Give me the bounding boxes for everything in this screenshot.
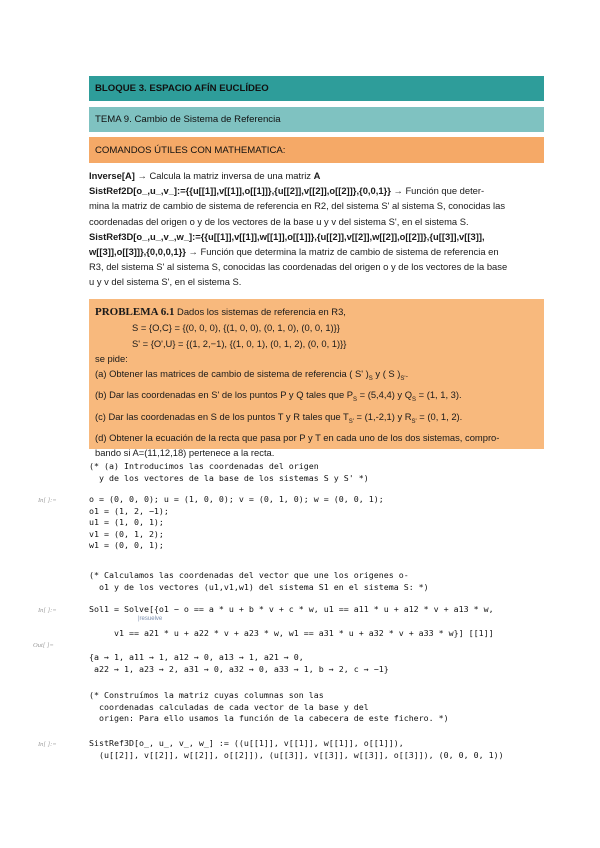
input-cell-label: In[ ]:= [38, 497, 57, 504]
sistref3d-description: R3, del sistema S' al sistema S, conocidas las coordenadas del origen o y de los vectores de la base [89, 261, 508, 273]
input-cell-label: In[ ]:= [38, 741, 57, 748]
sistref2d-description: mina la matriz de cambio de sistema de referencia en R2, del sistema S' al sistema S, conocidas las [89, 200, 506, 212]
problem-intro: Dados los sistemas de referencia en R3, [174, 306, 346, 317]
output-cell: {a → 1, a11 → 1, a12 → 0, a13 → 1, a21 → 0, a22 → 1, a23 → 2, a31 → 0, a32 → 0, a33 → 1, b → 2, c → −1} [89, 652, 389, 674]
sistref2d-command-line: SistRef2D[o_,u_,v_]:={{u[[1]],v[[1]],o[[1]]},{u[[2]],v[[2]],o[[2]]},{0,0,1}} → Función que deter- [89, 185, 485, 197]
input-cell[interactable]: SistRef3D[o_, u_, v_, w_] := ((u[[1]], v[[1]], w[[1]], o[[1]]), (u[[2]], v[[2]], w[[2]], o[[2]]), (u[[3]], v[[3]], w[[3]], o[[3]]), (0, 0, 0, 1)) [89, 738, 504, 760]
block-title: BLOQUE 3. ESPACIO AFÍN EUCLÍDEO [95, 83, 269, 94]
input-cell-label: In[ ]:= [38, 607, 57, 614]
question-a: (a) Obtener las matrices de cambio de sistema de referencia ( S' )$_S$ y ( S )$_{S'}$. [95, 368, 409, 383]
topic-title-bar [89, 107, 544, 132]
question-d: (d) Obtener la ecuación de la recta que pasa por P y T en cada uno de los dos sistemas, compro- [95, 431, 500, 443]
se-pide: se pide: [95, 352, 128, 364]
problem-box [89, 299, 544, 458]
sistref3d-command-line [89, 229, 544, 244]
commands-section [89, 168, 544, 290]
inverse-command: Inverse[A] [89, 170, 135, 181]
sistref2d-description: coordenadas del origen o y de los vectores de la base u y v del sistema S', en el sistema S. [89, 215, 469, 227]
topic-title: TEMA 9. Cambio de Sistema de Referencia [95, 114, 281, 125]
code-comment: (* Construímos la matriz cuyas columnas son las coordenadas calculadas de cada vector de la base y del origen: Para ello usamos la función de la cabecera de este fichero. *) [89, 690, 449, 724]
commands-title-bar [89, 137, 544, 163]
inverse-command-line: Inverse[A] → Calcula la matriz inversa de una matriz A [89, 170, 321, 181]
sistref3d-description: u y v del sistema S', en el sistema S. [89, 276, 242, 288]
input-cell[interactable]: Sol1 = Solve[{o1 − o == a * u + b * v + c * w, u1 == a11 * u + a12 * v + a13 * w, [89, 604, 494, 614]
input-cell[interactable]: o = (0, 0, 0); u = (1, 0, 0); v = (0, 1, 0); w = (0, 0, 1); o1 = (1, 2, −1); u1 = (1, 0, 1); v1 = (0, 1, 2); w1 = (0, 0, 1); [89, 494, 384, 551]
question-c: (c) Dar las coordenadas en S de los puntos T y R tales que $T_{S'} = (1,-2,1)$ y $R_{S'} = (0$, 1, 2). [95, 410, 463, 425]
input-cell-continued[interactable]: v1 == a21 * u + a22 * v + a23 * w, w1 == a31 * u + a32 * v + a33 * w}] [[1]] [89, 628, 494, 638]
question-b: (b) Dar las coordenadas en S' de los puntos P y Q tales que $P_S = (5,4,4)$ y $Q_S = (1$, 1, 3). [95, 389, 462, 404]
output-cell-label: Out[ ]= [33, 642, 54, 649]
sistref2d-command: SistRef2D[o_,u_,v_]:={{u[[1]],v[[1]],o[[1]]},{u[[2]],v[[2]],o[[2]]},{0,0,1}} [89, 185, 391, 197]
sistref3d-command: SistRef3D[o_,u_,v_,w_]:={{u[[1]],v[[1]],w[[1]],o[[1]]},{u[[2]],v[[2]],w[[2]],o[[2]]},{u[[3]],v[[3]], [89, 230, 485, 242]
block-title-bar [89, 76, 544, 101]
code-comment: (* (a) Introducimos las coordenadas del origen y de los vectores de la base de los sistemas S y S' *) [89, 461, 369, 483]
commands-title: COMANDOS ÚTILES CON MATHEMATICA: [95, 144, 286, 156]
code-comment: (* Calculamos las coordenadas del vector que une los origenes o- o1 y de los vectores (u1,v1,w1) del sistema S1 en el sistema S: *) [89, 570, 429, 592]
question-d-continued: bando si A=(11,12,18) pertenece a la recta. [95, 447, 275, 458]
problem-title: PROBLEMA 6.1 [95, 306, 175, 318]
function-tooltip: |resuelve [138, 616, 163, 622]
sistref3d-command-line: w[[3]],o[[3]]},{0,0,0,1}} → Función que determina la matriz de cambio de sistema de referencia en [89, 246, 499, 258]
system-s-definition: S = {O,C} = {(0, 0, 0), {(1, 0, 0), (0, 1, 0), (0, 0, 1)}} [132, 322, 340, 334]
sistref3d-command: w[[3]],o[[3]]},{0,0,0,1}} [89, 246, 186, 258]
system-s-prime-definition: S' = {O',U} = {(1, 2,−1), {(1, 0, 1), (0, 1, 2), (0, 0, 1)}} [132, 337, 347, 349]
